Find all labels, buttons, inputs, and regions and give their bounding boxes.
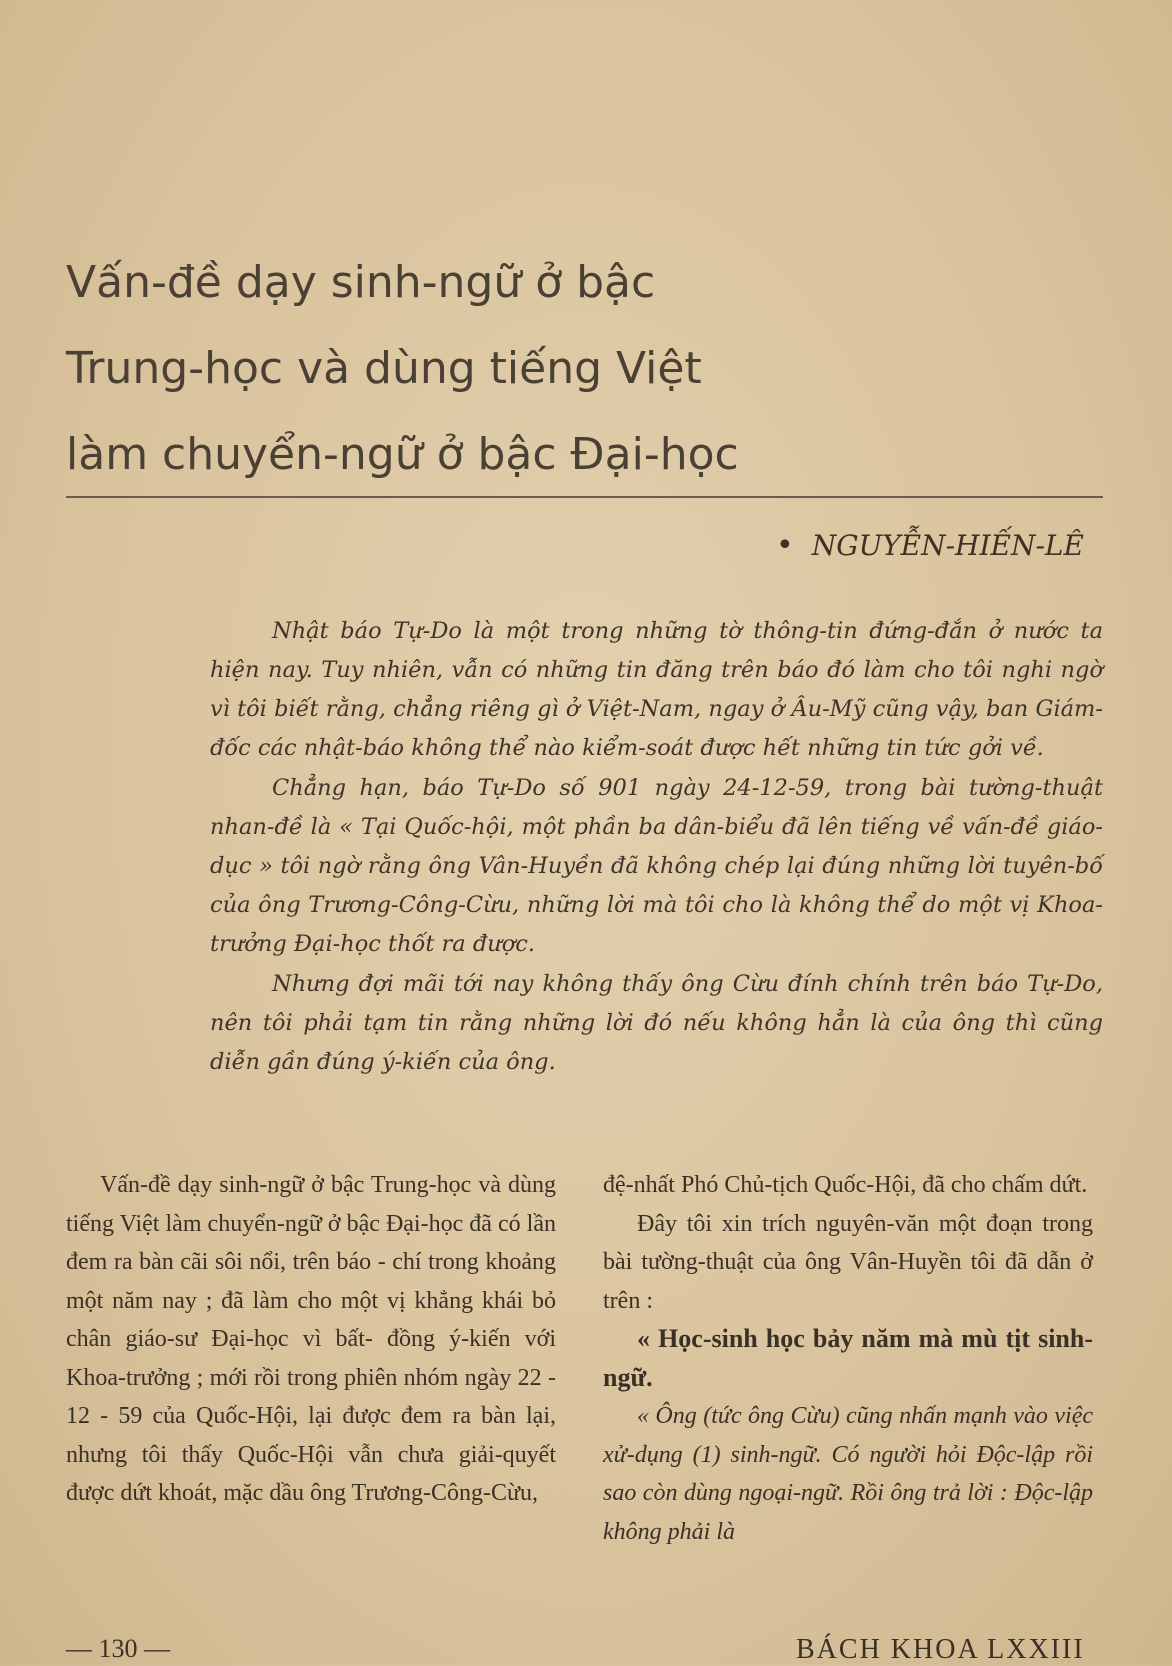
title-line-2: Trung-học và dùng tiếng Việt [66, 343, 702, 394]
intro-section [210, 612, 1103, 1083]
intro-paragraph: Nhật báo Tự-Do là một trong những tờ thông-tin đứng-đắn ở nước ta hiện nay. Tuy nhiên, vẫn có những tin đăng trên báo đó làm cho tôi nghi ngờ vì tôi biết rằng, chẳng riêng gì ở Việt-Nam, ngay ở Âu-Mỹ cũng vậy, ban Giám-đốc các nhật-báo không thể nào kiểm-soát được hết những tin tức gởi về. [210, 618, 1103, 761]
page-number: — 130 — [66, 1634, 170, 1663]
quote-paragraph: « Ông (tức ông Cừu) cũng nhấn mạnh vào việc xử-dụng (1) sinh-ngữ. Có người hỏi Độc-lập rồi sao còn dùng ngoại-ngữ. Rồi ông trả lời : Độc-lập không phải là [603, 1403, 1093, 1545]
body-column-left [66, 1166, 556, 1513]
body-column-right [603, 1166, 1093, 1551]
title-divider [66, 496, 1103, 498]
intro-paragraph: Nhưng đợi mãi tới nay không thấy ông Cừu đính chính trên báo Tự-Do, nên tôi phải tạm tin rằng những lời đó nếu không hẳn là của ông thì cũng diễn gần đúng ý-kiến của ông. [210, 971, 1103, 1075]
intro-paragraph: Chẳng hạn, báo Tự-Do số 901 ngày 24-12-59, trong bài tường-thuật nhan-đề là « Tại Quốc-hội, một phần ba dân-biểu đã lên tiếng về vấn-đề giáo-dục » tôi ngờ rằng ông Vân-Huyền đã không chép lại đúng những lời tuyên-bố của ông Trương-Công-Cừu, những lời mà tôi cho là không thể do một vị Khoa-trưởng Đại-học thốt ra được. [210, 775, 1103, 957]
title-line-1: Vấn-đề dạy sinh-ngữ ở bậc [66, 257, 656, 308]
bullet-icon: • [776, 528, 794, 563]
author-byline [776, 528, 1103, 563]
title-line-3: làm chuyển-ngữ ở bậc Đại-học [66, 429, 739, 480]
quote-paragraph: « Học-sinh học bảy năm mà mù tịt sinh-ngữ. [603, 1324, 1093, 1392]
author-name: NGUYỄN-HIẾN-LÊ [811, 529, 1084, 562]
magazine-issue: BÁCH KHOA LXXIII [796, 1634, 1085, 1665]
body-paragraph: đệ-nhất Phó Chủ-tịch Quốc-Hội, đã cho chấm dứt. [603, 1172, 1088, 1198]
article-title [66, 240, 1066, 498]
body-paragraph: Đây tôi xin trích nguyên-văn một đoạn trong bài tường-thuật của ông Vân-Huyền tôi đã dẫn ở trên : [603, 1210, 1093, 1314]
body-paragraph: Vấn-đề dạy sinh-ngữ ở bậc Trung-học và dùng tiếng Việt làm chuyển-ngữ ở bậc Đại-học đã có lần đem ra bàn cãi sôi nổi, trên báo - chí trong khoảng một năm nay ; đã làm cho một vị khẳng khái bỏ chân giáo-sư Đại-học vì bất- đồng ý-kiến với Khoa-trưởng ; mới rồi trong phiên nhóm ngày 22 - 12 - 59 của Quốc-Hội, lại được đem ra bàn lại, nhưng tôi thấy Quốc-Hội vẫn chưa giải-quyết được dứt khoát, mặc dầu ông Trương-Công-Cừu, [66, 1172, 556, 1506]
